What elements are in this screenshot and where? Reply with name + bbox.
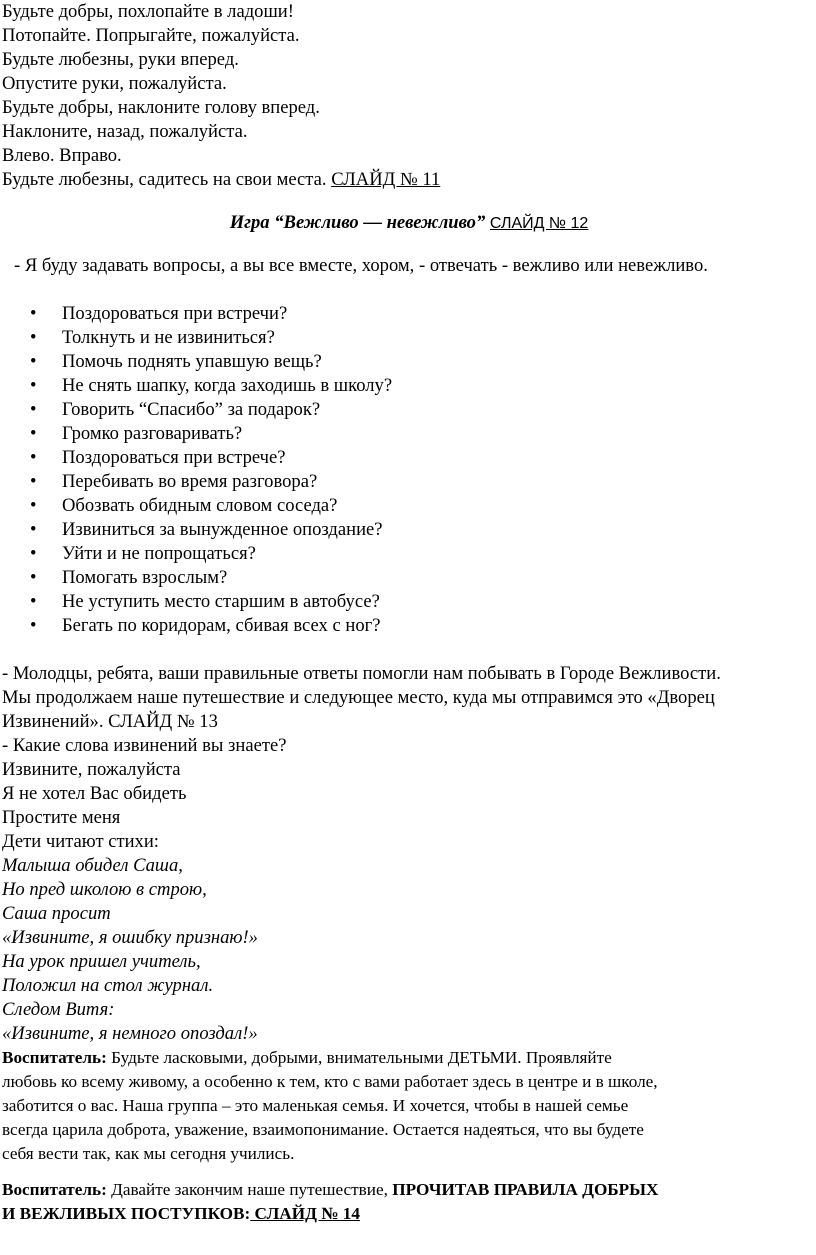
list-item <box>0 590 816 614</box>
poem-line: Саша просит <box>2 903 111 924</box>
text-line <box>0 1202 816 1226</box>
bullet-icon: • <box>30 471 37 492</box>
text-line: Дети читают стихи: <box>2 831 159 852</box>
bullet-icon: • <box>30 519 37 540</box>
text-line: Влево. Вправо. <box>2 145 122 166</box>
text-line: Будьте добры, наклоните голову вперед. <box>2 97 320 118</box>
final-label: Воспитатель: <box>2 1180 107 1199</box>
question-text: Поздороваться при встречи? <box>62 303 288 324</box>
bullet-icon: • <box>30 399 37 420</box>
bullet-icon: • <box>30 447 37 468</box>
list-item <box>0 374 816 398</box>
poem-line: Малыша обидел Саша, <box>2 855 183 876</box>
bullet-icon: • <box>30 591 37 612</box>
text-line: - Молодцы, ребята, ваши правильные ответы помогли нам побывать в Городе Вежливости. <box>2 663 721 684</box>
slide-12-link: СЛАЙД № 12 <box>489 215 589 232</box>
text-line: любовь ко всему живому, а особенно к тем, кто с вами работает здесь в центре и в школе, <box>2 1072 658 1091</box>
question-text: Громко разговаривать? <box>62 423 243 444</box>
poem <box>0 854 816 1046</box>
bullet-icon: • <box>30 423 37 444</box>
list-item <box>0 470 816 494</box>
poem-line: Следом Витя: <box>2 999 115 1020</box>
text-line <box>0 168 816 192</box>
teacher-label: Воспитатель: <box>2 1048 107 1067</box>
game-title-text: Игра “Вежливо — невежливо” <box>229 212 490 233</box>
question-text: Перебивать во время разговора? <box>62 471 318 492</box>
text-line: Извинений». СЛАЙД № 13 <box>2 711 218 732</box>
text-line: Наклоните, назад, пожалуйста. <box>2 121 248 142</box>
list-item <box>0 302 816 326</box>
list-item <box>0 398 816 422</box>
text-line: всегда царила доброта, уважение, взаимопонимание. Остается надеяться, что вы будете <box>2 1120 644 1139</box>
final-text: Давайте закончим наше путешествие, <box>106 1180 393 1199</box>
text-line: Извините, пожалуйста <box>2 759 181 780</box>
list-item <box>0 422 816 446</box>
sit-text: Будьте любезны, садитесь на свои места. <box>2 169 332 190</box>
poem-line: Но пред школою в строю, <box>2 879 207 900</box>
text-line: Опустите руки, пожалуйста. <box>2 73 227 94</box>
slide-11-link: СЛАЙД № 11 <box>331 169 441 190</box>
text-line <box>0 1046 816 1070</box>
question-text: Помогать взрослым? <box>62 567 228 588</box>
final-caps: ПРОЧИТАВ ПРАВИЛА ДОБРЫХ <box>392 1180 659 1199</box>
bullet-icon: • <box>30 303 37 324</box>
poem-line: Положил на стол журнал. <box>2 975 214 996</box>
list-item <box>0 326 816 350</box>
question-text: Говорить “Спасибо” за подарок? <box>62 399 321 420</box>
teacher-text: Будьте ласковыми, добрыми, внимательными ДЕТЬМИ. Проявляйте <box>106 1048 612 1067</box>
text-line: Будьте любезны, руки вперед. <box>2 49 239 70</box>
bullet-icon: • <box>30 375 37 396</box>
question-list <box>0 302 816 638</box>
text-line: - Какие слова извинений вы знаете? <box>2 735 287 756</box>
exercise-instructions <box>0 0 816 192</box>
game-intro: - Я буду задавать вопросы, а вы все вместе, хором, - отвечать - вежливо или невежливо. <box>14 255 708 276</box>
game-title <box>0 211 816 236</box>
question-text: Извиниться за вынужденное опоздание? <box>62 519 383 540</box>
bullet-icon: • <box>30 495 37 516</box>
bullet-icon: • <box>30 327 37 348</box>
poem-line: «Извините, я ошибку признаю!» <box>2 927 258 948</box>
bullet-icon: • <box>30 615 37 636</box>
text-line: заботится о вас. Наша группа – это маленькая семья. И хочется, чтобы в нашей семье <box>2 1096 629 1115</box>
slide-14-link: СЛАЙД № 14 <box>250 1204 360 1223</box>
apology-section <box>0 662 816 854</box>
question-text: Не снять шапку, когда заходишь в школу? <box>62 375 393 396</box>
poem-line: «Извините, я немного опоздал!» <box>2 1023 258 1044</box>
list-item <box>0 542 816 566</box>
poem-line: На урок пришел учитель, <box>2 951 201 972</box>
list-item <box>0 446 816 470</box>
bullet-icon: • <box>30 567 37 588</box>
text-line <box>0 1178 816 1202</box>
final-paragraph <box>0 1178 816 1226</box>
text-line: Потопайте. Попрыгайте, пожалуйста. <box>2 25 300 46</box>
bullet-icon: • <box>30 351 37 372</box>
question-text: Помочь поднять упавшую вещь? <box>62 351 322 372</box>
list-item <box>0 350 816 374</box>
text-line: Мы продолжаем наше путешествие и следующее место, куда мы отправимся это «Дворец <box>2 687 715 708</box>
teacher-paragraph <box>0 1046 816 1166</box>
final-caps-2: И ВЕЖЛИВЫХ ПОСТУПКОВ: <box>2 1204 251 1223</box>
text-line: Я не хотел Вас обидеть <box>2 783 187 804</box>
question-text: Толкнуть и не извиниться? <box>62 327 275 348</box>
question-text: Не уступить место старшим в автобусе? <box>62 591 380 612</box>
question-text: Уйти и не попрощаться? <box>62 543 256 564</box>
text-line: Простите меня <box>2 807 121 828</box>
question-text: Бегать по коридорам, сбивая всех с ног? <box>62 615 381 636</box>
list-item <box>0 614 816 638</box>
list-item <box>0 518 816 542</box>
text-line: Будьте добры, похлопайте в ладоши! <box>2 1 294 22</box>
question-text: Поздороваться при встрече? <box>62 447 286 468</box>
list-item <box>0 566 816 590</box>
text-line: себя вести так, как мы сегодня учились. <box>2 1144 295 1163</box>
list-item <box>0 494 816 518</box>
bullet-icon: • <box>30 543 37 564</box>
question-text: Обозвать обидным словом соседа? <box>62 495 338 516</box>
